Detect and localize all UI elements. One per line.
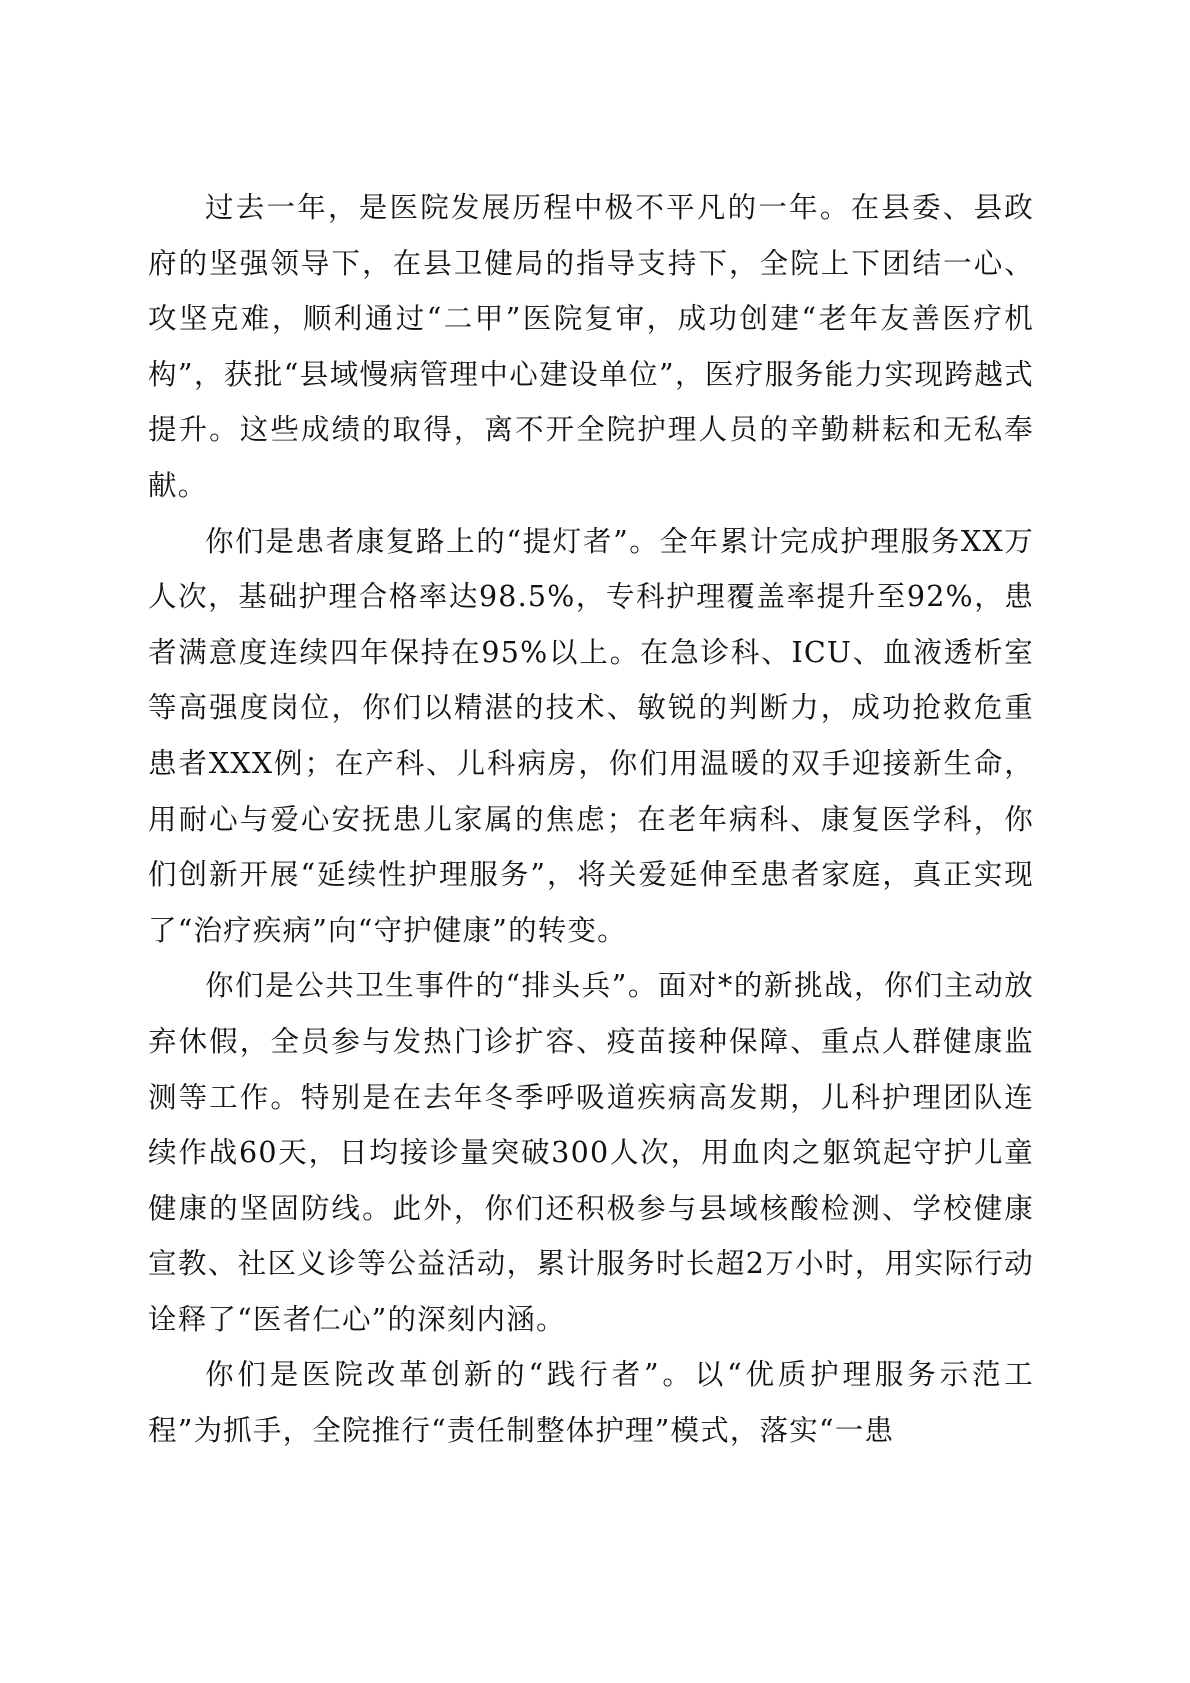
paragraph-4: 你们是医院改革创新的“践行者”。以“优质护理服务示范工程”为抓手，全院推行“责任制整体护理”模式，落实“一患 [148, 1358, 1034, 1448]
paragraph-2: 你们是患者康复路上的“提灯者”。全年累计完成护理服务XX万人次，基础护理合格率达98.5%，专科护理覆盖率提升至92%，患者满意度连续四年保持在95%以上。在急诊科、ICU、血液透析室等高强度岗位，你们以精湛的技术、敏锐的判断力，成功抢救危重患者XXX例；在产科、儿科病房，你们用温暖的双手迎接新生命，用耐心与爱心安抚患儿家属的焦虑；在老年病科、康复医学科，你们创新开展“延续性护理服务”，将关爱延伸至患者家庭，真正实现了“治疗疾病”向“守护健康”的转变。 [148, 524, 1034, 947]
paragraph-3: 你们是公共卫生事件的“排头兵”。面对*的新挑战，你们主动放弃休假，全员参与发热门诊扩容、疫苗接种保障、重点人群健康监测等工作。特别是在去年冬季呼吸道疾病高发期，儿科护理团队连续作战60天，日均接诊量突破300人次，用血肉之躯筑起守护儿童健康的坚固防线。此外，你们还积极参与县域核酸检测、学校健康宣教、社区义诊等公益活动，累计服务时长超2万小时，用实际行动诠释了“医者仁心”的深刻内涵。 [148, 969, 1034, 1336]
paragraph-1: 过去一年，是医院发展历程中极不平凡的一年。在县委、县政府的坚强领导下，在县卫健局的指导支持下，全院上下团结一心、攻坚克难，顺利通过“二甲”医院复审，成功创建“老年友善医疗机构”，获批“县域慢病管理中心建设单位”，医疗服务能力实现跨越式提升。这些成绩的取得，离不开全院护理人员的辛勤耕耘和无私奉献。 [148, 191, 1034, 502]
document-body [148, 180, 1034, 1459]
